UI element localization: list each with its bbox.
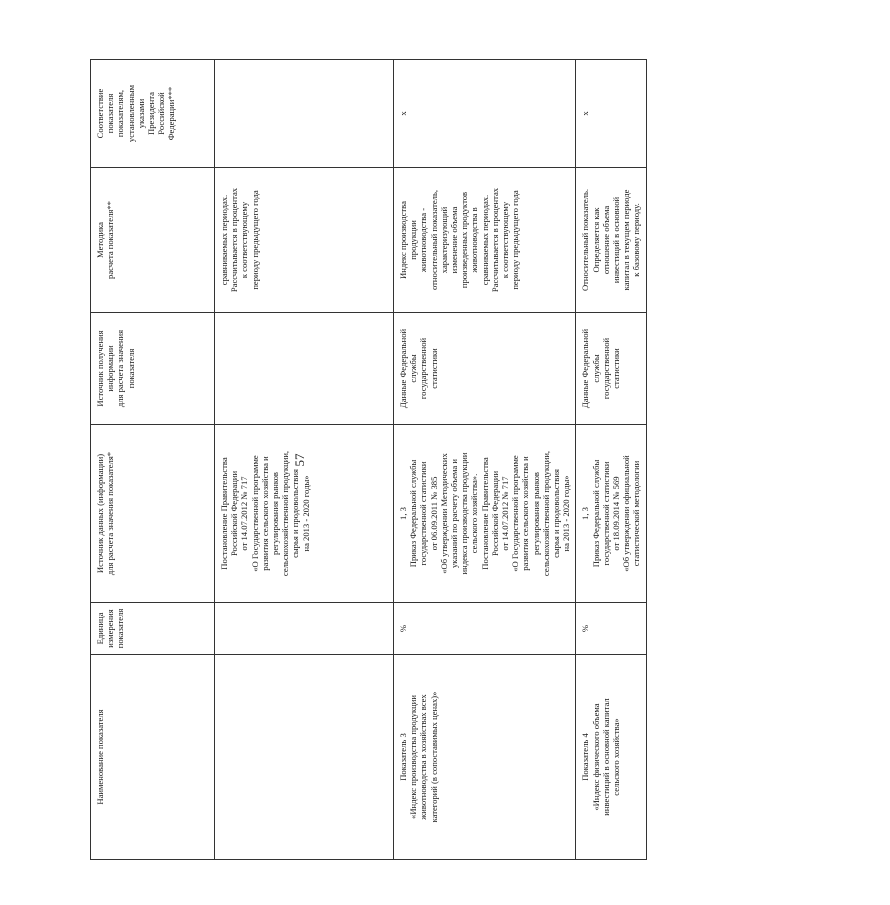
rotated-table-area bbox=[90, 60, 890, 823]
header-compliance: Соответствие показателя показателям, установленным указами Президента Российской Федерации*** bbox=[91, 60, 215, 168]
row-compliance: х bbox=[394, 60, 576, 168]
table-row bbox=[215, 60, 394, 860]
header-info-origin: Источник получения информации для расчета значения показателя bbox=[91, 313, 215, 425]
row-source: 1, 3 Приказ Федеральной службы государственной статистики от 18.09.2014 № 569 «Об утверждении официальной статистической методологии bbox=[576, 425, 646, 603]
header-data-source: Источник данных (информации) для расчета значения показателя* bbox=[91, 425, 215, 603]
row-origin: Данные Федеральной службы государственной статистики bbox=[576, 313, 646, 425]
row-origin: Данные Федеральной службы государственной статистики bbox=[394, 313, 576, 425]
row-unit: % bbox=[576, 603, 646, 655]
row-name bbox=[215, 655, 394, 860]
row-method: Индекс производства продукции животноводства - относительный показатель, характеризующий изменение объема произведенных продуктов животноводства в сравниваемых периодах. Рассчитывается в процентах к соответствующему периоду предыдущего года bbox=[394, 168, 576, 313]
header-method: Методика расчета показателя** bbox=[91, 168, 215, 313]
table-header-row bbox=[91, 60, 215, 860]
row-name: Показатель 4 «Индекс физического объема инвестиций в основной капитал сельского хозяйства» bbox=[576, 655, 646, 860]
table-row bbox=[576, 60, 646, 860]
table-container bbox=[90, 60, 640, 860]
header-indicator-name: Наименование показателя bbox=[91, 655, 215, 860]
row-compliance: х bbox=[576, 60, 646, 168]
row-method: Относительный показатель. Определяется как отношение объема инвестиций в основной капитал в текущем периоде к базовому периоду. bbox=[576, 168, 646, 313]
page-number: 57 bbox=[292, 453, 307, 467]
indicator-table bbox=[90, 59, 647, 860]
row-compliance bbox=[215, 60, 394, 168]
header-unit: Единица измерения показателя bbox=[91, 603, 215, 655]
row-origin bbox=[215, 313, 394, 425]
row-source: 1, 3 Приказ Федеральной службы государственной статистики от 06.09.2011 № 385 «Об утверждении Методических указаний по расчету объема и индекса производства продукции сельского хозяйства». Постановление Правительства Российской Федерации от 14.07.2012 № 717 «О Государственной программе развития сельского хозяйства и регулирования рынков сельскохозяйственной продукции, сырья и продовольствия на 2013 - 2020 годы» bbox=[394, 425, 576, 603]
row-name: Показатель 3 «Индекс производства продукции животноводства в хозяйствах всех категорий (в сопоставимых ценах)» bbox=[394, 655, 576, 860]
row-unit bbox=[215, 603, 394, 655]
row-source: Постановление Правительства Российской Федерации от 14.07.2012 № 717 «О Государственной программе развития сельского хозяйства и регулирования рынков сельскохозяйственной продукции, сырья и продовольствия на 2013 - 2020 годы» bbox=[215, 425, 394, 603]
row-method: сравниваемых периодах. Рассчитывается в процентах к соответствующему периоду предыдущего года bbox=[215, 168, 394, 313]
table-row bbox=[394, 60, 576, 860]
row-unit: % bbox=[394, 603, 576, 655]
